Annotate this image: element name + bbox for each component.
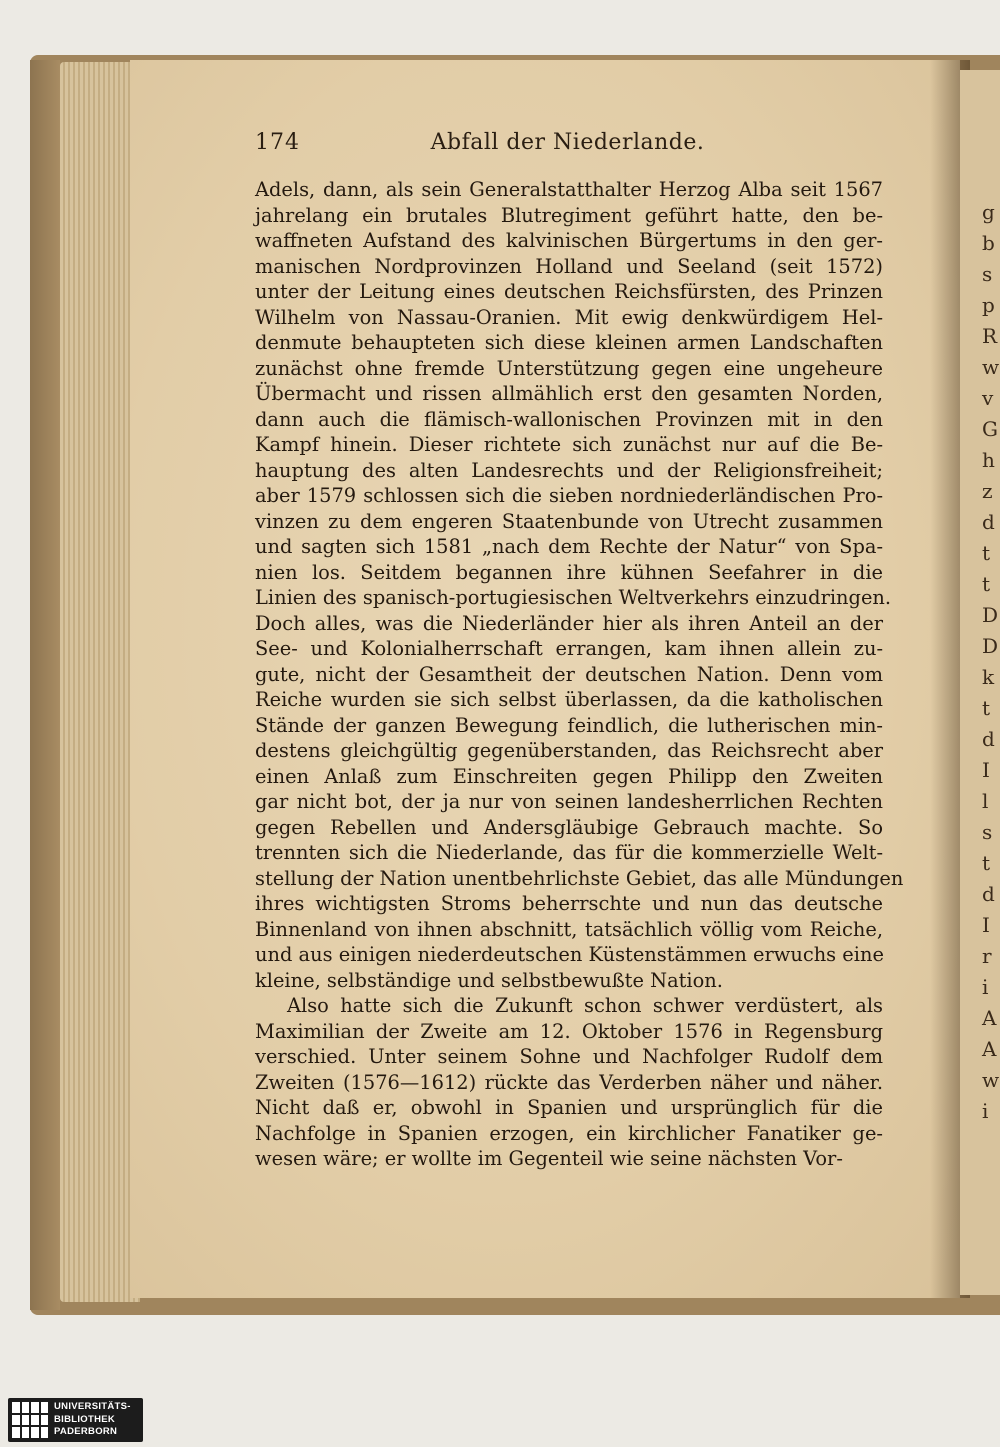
text-line: gar nicht bot, der ja nur von seinen landesherrlichen Rechten	[255, 790, 883, 813]
next-page-fragment: t	[982, 696, 991, 720]
next-page-fragment: i	[982, 975, 989, 999]
text-line: hauptung des alten Landesrechts und der Religionsfreiheit;	[255, 458, 883, 482]
text-line: ihres wichtigsten Stroms beherrschte und nun das deutsche	[255, 892, 883, 915]
text-line: Reiche wurden sie sich selbst überlassen, da die katholischen	[255, 688, 883, 711]
text-line: Nicht daß er, obwohl in Spanien und ursprünglich für die	[255, 1096, 883, 1119]
next-page-fragment: h	[982, 448, 995, 472]
text-line: Maximilian der Zweite am 12. Oktober 1576 in Regensburg	[255, 1019, 883, 1043]
next-page-fragment: s	[982, 262, 993, 286]
text-line: jahrelang ein brutales Blutregiment geführt hatte, den be-	[255, 203, 883, 227]
text-line: Stände der ganzen Bewegung feindlich, die lutherischen min-	[255, 713, 883, 737]
text-line: verschied. Unter seinem Sohne und Nachfolger Rudolf dem	[255, 1045, 883, 1068]
logo-line-3: PADERBORN	[54, 1426, 118, 1437]
text-line: Doch alles, was die Niederländer hier als ihren Anteil an der	[255, 611, 883, 635]
text-line: und aus einigen niederdeutschen Küstenstämmen erwuchs eine	[255, 943, 884, 966]
next-page-fragment: s	[982, 820, 993, 844]
next-page-fragment: p	[982, 293, 995, 317]
text-line: See- und Kolonialherrschaft errangen, kam ihnen allein zu-	[255, 637, 883, 660]
text-line: denmute behaupteten sich diese kleinen armen Landschaften	[255, 331, 883, 354]
next-page-fragment: d	[982, 510, 995, 534]
next-page-fragment: b	[982, 231, 995, 255]
text-line: zunächst ohne fremde Unterstützung gegen eine ungeheure	[255, 356, 883, 380]
text-line: Nachfolge in Spanien erzogen, ein kirchlicher Fanatiker ge-	[255, 1121, 883, 1145]
next-page-fragment: t	[982, 541, 991, 565]
next-page-fragment: d	[982, 727, 995, 751]
page-edges	[60, 62, 140, 1302]
next-page-fragment: w	[982, 355, 1000, 379]
page-number: 174	[255, 130, 300, 155]
text-line: nien los. Seitdem begannen ihre kühnen Seefahrer in die	[255, 560, 883, 584]
text-line: Linien des spanisch-portugiesischen Weltverkehrs einzudringen.	[255, 586, 892, 609]
text-line: Wilhelm von Nassau-Oranien. Mit ewig denkwürdigem Hel-	[255, 305, 883, 329]
text-line: Adels, dann, als sein Generalstatthalter Herzog Alba seit 1567	[255, 178, 883, 201]
text-line: vinzen zu dem engeren Staatenbunde von Utrecht zusammen	[255, 509, 883, 533]
library-logo-icon	[12, 1402, 48, 1438]
text-line: Zweiten (1576—1612) rückte das Verderben näher und näher.	[255, 1070, 883, 1094]
text-line: Also hatte sich die Zukunft schon schwer verdüstert, als	[287, 994, 883, 1017]
next-page-fragment: r	[982, 944, 992, 968]
running-head: Abfall der Niederlande.	[430, 130, 705, 155]
text-line: dann auch die flämisch-wallonischen Provinzen mit in den	[255, 407, 883, 431]
next-page-fragment: v	[982, 386, 994, 410]
text-line: unter der Leitung eines deutschen Reichsfürsten, des Prinzen	[255, 280, 883, 303]
next-page-fragment: d	[982, 882, 995, 906]
text-line: einen Anlaß zum Einschreiten gegen Philipp den Zweiten	[255, 764, 883, 788]
next-page-fragment: D	[982, 603, 999, 627]
next-page-fragment: A	[982, 1037, 997, 1061]
text-line: und sagten sich 1581 „nach dem Rechte der Natur“ von Spa-	[255, 535, 883, 558]
logo-line-2: BIBLIOTHEK	[54, 1413, 116, 1425]
text-line: aber 1579 schlossen sich die sieben nordniederländischen Pro-	[255, 484, 883, 507]
next-page-fragment: z	[982, 479, 993, 503]
next-page-fragment: t	[982, 851, 991, 875]
text-line: destens gleichgültig gegenüberstanden, das Reichsrecht aber	[255, 739, 883, 762]
text-line: stellung der Nation unentbehrlichste Gebiet, das alle Mündungen	[255, 866, 904, 890]
text-line: Kampf hinein. Dieser richtete sich zunächst nur auf die Be-	[255, 433, 883, 456]
text-line: kleine, selbständige und selbstbewußte Nation.	[255, 968, 723, 992]
text-line: manischen Nordprovinzen Holland und Seeland (seit 1572)	[255, 254, 883, 278]
text-line: gute, nicht der Gesamtheit der deutschen Nation. Denn vom	[255, 662, 883, 686]
text-line: wesen wäre; er wollte im Gegenteil wie seine nächsten Vor-	[255, 1147, 843, 1170]
next-page-fragment: D	[982, 634, 999, 658]
book-spine	[30, 60, 60, 1310]
next-page-fragment: w	[982, 1068, 1000, 1092]
text-line: waffneten Aufstand des kalvinischen Bürgertums in den ger-	[255, 229, 883, 252]
text-line: trennten sich die Niederlande, das für die kommerzielle Welt-	[255, 841, 883, 864]
next-page-fragment: I	[982, 913, 990, 937]
text-line: Binnenland von ihnen abschnitt, tatsächlich völlig vom Reiche,	[255, 917, 883, 941]
next-page-fragment: g	[982, 200, 995, 224]
next-page-fragment: A	[982, 1006, 997, 1030]
next-page-edge	[960, 70, 1000, 1295]
text-line: Übermacht und rissen allmählich erst den gesamten Norden,	[255, 382, 883, 405]
body-text	[255, 177, 904, 1172]
logo-line-1: UNIVERSITÄTS-	[54, 1401, 131, 1412]
next-page-fragment: t	[982, 572, 991, 596]
text-line: gegen Rebellen und Andersgläubige Gebrauch machte. So	[255, 815, 883, 839]
next-page-fragment: G	[982, 417, 998, 441]
next-page-fragment: I	[982, 758, 990, 782]
library-logo-text	[54, 1401, 142, 1439]
next-page-fragment: k	[982, 665, 995, 689]
next-page-fragment: i	[982, 1099, 989, 1123]
next-page-fragment: l	[982, 789, 989, 813]
next-page-fragment: R	[982, 324, 998, 348]
library-logo	[8, 1398, 143, 1442]
